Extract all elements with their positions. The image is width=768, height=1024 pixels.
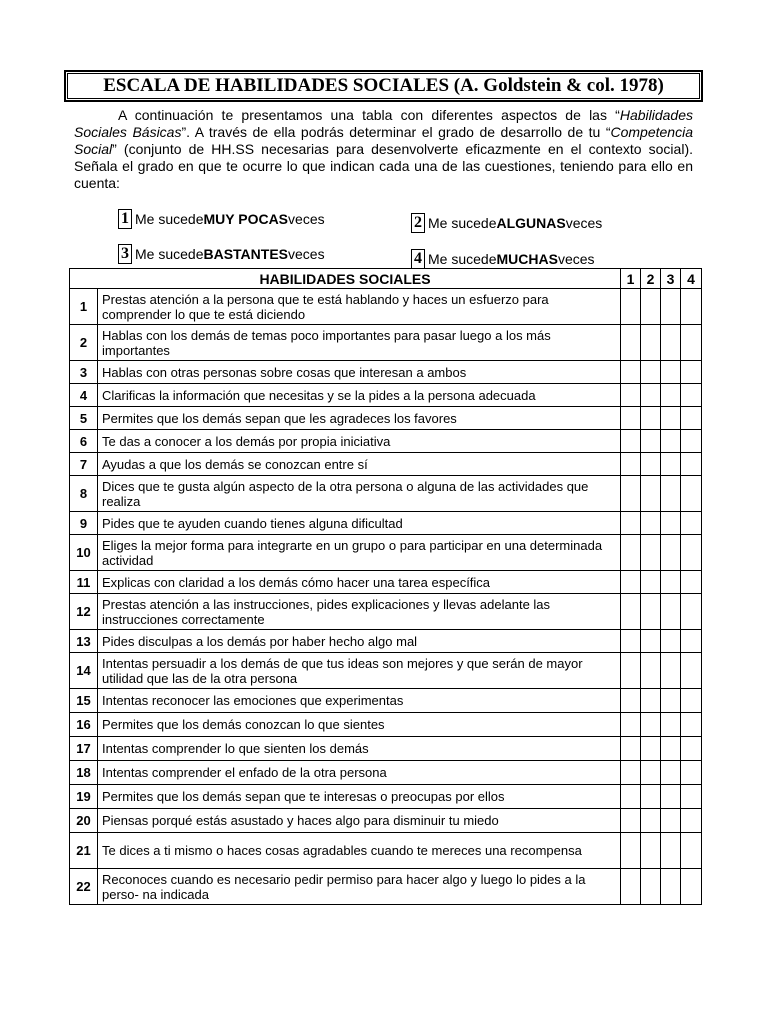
rating-cell-2[interactable] — [641, 325, 661, 361]
rating-cell-4[interactable] — [681, 361, 702, 384]
rating-cell-2[interactable] — [641, 384, 661, 407]
row-number: 9 — [70, 512, 98, 535]
skill-description: Clarificas la información que necesitas y se la pides a la persona adecuada — [98, 384, 621, 407]
column-header-3: 3 — [661, 269, 681, 289]
rating-cell-4[interactable] — [681, 453, 702, 476]
intro-paragraph — [74, 107, 693, 192]
rating-cell-4[interactable] — [681, 407, 702, 430]
skill-description: Permites que los demás sepan que les agradeces los favores — [98, 407, 621, 430]
rating-cell-1[interactable] — [621, 689, 641, 713]
rating-cell-4[interactable] — [681, 809, 702, 833]
skill-description: Eliges la mejor forma para integrarte en un grupo o para participar en una determinada actividad — [98, 535, 621, 571]
rating-cell-3[interactable] — [661, 689, 681, 713]
rating-cell-4[interactable] — [681, 535, 702, 571]
rating-cell-2[interactable] — [641, 653, 661, 689]
scale-number: 4 — [411, 249, 425, 269]
rating-cell-2[interactable] — [641, 785, 661, 809]
scale-text-post: veces — [565, 215, 603, 231]
table-row — [70, 809, 702, 833]
scale-text-bold: BASTANTES — [203, 246, 289, 262]
rating-cell-1[interactable] — [621, 571, 641, 594]
table-row — [70, 512, 702, 535]
scale-text-bold: MUCHAS — [496, 251, 558, 267]
rating-cell-4[interactable] — [681, 430, 702, 453]
rating-cell-3[interactable] — [661, 761, 681, 785]
skill-description: Permites que los demás conozcan lo que sientes — [98, 713, 621, 737]
rating-cell-1[interactable] — [621, 761, 641, 785]
scale-legend-3 — [118, 244, 325, 264]
table-row — [70, 571, 702, 594]
scale-text-pre: Me sucede — [135, 211, 204, 227]
row-number: 14 — [70, 653, 98, 689]
rating-cell-2[interactable] — [641, 453, 661, 476]
rating-cell-1[interactable] — [621, 869, 641, 905]
table-row — [70, 653, 702, 689]
rating-cell-2[interactable] — [641, 713, 661, 737]
scale-legend-4 — [411, 249, 595, 269]
row-number: 11 — [70, 571, 98, 594]
rating-cell-3[interactable] — [661, 785, 681, 809]
rating-cell-2[interactable] — [641, 512, 661, 535]
rating-cell-2[interactable] — [641, 594, 661, 630]
scale-number: 2 — [411, 213, 425, 233]
scale-number: 3 — [118, 244, 132, 264]
document-title-text: ESCALA DE HABILIDADES SOCIALES (A. Goldstein & col. 1978) — [103, 75, 664, 96]
rating-cell-1[interactable] — [621, 535, 641, 571]
table-row — [70, 737, 702, 761]
rating-cell-4[interactable] — [681, 737, 702, 761]
skill-description: Intentas comprender el enfado de la otra persona — [98, 761, 621, 785]
row-number: 20 — [70, 809, 98, 833]
row-number: 8 — [70, 476, 98, 512]
rating-cell-3[interactable] — [661, 325, 681, 361]
rating-cell-1[interactable] — [621, 476, 641, 512]
skill-description: Prestas atención a las instrucciones, pides explicaciones y llevas adelante las instrucciones correctamente — [98, 594, 621, 630]
table-row — [70, 535, 702, 571]
rating-cell-4[interactable] — [681, 630, 702, 653]
table-row — [70, 289, 702, 325]
rating-cell-4[interactable] — [681, 689, 702, 713]
rating-cell-2[interactable] — [641, 689, 661, 713]
rating-cell-1[interactable] — [621, 785, 641, 809]
table-body — [70, 289, 702, 905]
rating-cell-4[interactable] — [681, 384, 702, 407]
scale-text-bold: ALGUNAS — [496, 215, 566, 231]
skill-description: Hablas con los demás de temas poco importantes para pasar luego a los más importantes — [98, 325, 621, 361]
rating-cell-3[interactable] — [661, 430, 681, 453]
scale-text-post: veces — [288, 211, 325, 227]
rating-cell-2[interactable] — [641, 737, 661, 761]
rating-cell-2[interactable] — [641, 289, 661, 325]
rating-cell-2[interactable] — [641, 407, 661, 430]
rating-cell-3[interactable] — [661, 289, 681, 325]
rating-cell-2[interactable] — [641, 833, 661, 869]
rating-cell-2[interactable] — [641, 571, 661, 594]
rating-cell-2[interactable] — [641, 361, 661, 384]
skill-description: Prestas atención a la persona que te está hablando y haces un esfuerzo para comprender lo que te está diciendo — [98, 289, 621, 325]
row-number: 18 — [70, 761, 98, 785]
row-number: 2 — [70, 325, 98, 361]
rating-cell-4[interactable] — [681, 289, 702, 325]
rating-cell-4[interactable] — [681, 594, 702, 630]
skill-description: Hablas con otras personas sobre cosas que interesan a ambos — [98, 361, 621, 384]
row-number: 12 — [70, 594, 98, 630]
table-row — [70, 384, 702, 407]
table-row — [70, 361, 702, 384]
scale-text-bold: MUY POCAS — [203, 211, 289, 227]
intro-text-1: A continuación te presentamos una tabla con diferentes aspectos de las “ — [118, 107, 620, 123]
column-header-4: 4 — [681, 269, 702, 289]
skill-description: Intentas comprender lo que sienten los demás — [98, 737, 621, 761]
skill-description: Pides disculpas a los demás por haber hecho algo mal — [98, 630, 621, 653]
row-number: 17 — [70, 737, 98, 761]
rating-cell-3[interactable] — [661, 713, 681, 737]
intro-emphasis-1: Habilidades Sociales Básicas — [74, 107, 693, 140]
skill-description: Piensas porqué estás asustado y haces algo para disminuir tu miedo — [98, 809, 621, 833]
rating-cell-1[interactable] — [621, 594, 641, 630]
table-row — [70, 594, 702, 630]
rating-cell-3[interactable] — [661, 476, 681, 512]
intro-emphasis-2: Competencia Social — [74, 124, 693, 157]
rating-cell-2[interactable] — [641, 869, 661, 905]
rating-cell-2[interactable] — [641, 630, 661, 653]
rating-cell-3[interactable] — [661, 512, 681, 535]
rating-cell-4[interactable] — [681, 833, 702, 869]
rating-cell-1[interactable] — [621, 713, 641, 737]
skill-description: Pides que te ayuden cuando tienes alguna dificultad — [98, 512, 621, 535]
skill-description: Intentas reconocer las emociones que experimentas — [98, 689, 621, 713]
rating-cell-1[interactable] — [621, 653, 641, 689]
skill-description: Te das a conocer a los demás por propia iniciativa — [98, 430, 621, 453]
rating-cell-1[interactable] — [621, 453, 641, 476]
skill-description: Intentas persuadir a los demás de que tus ideas son mejores y que serán de mayor utilidad que las de la otra persona — [98, 653, 621, 689]
table-row — [70, 761, 702, 785]
intro-text-2: ”. A través de ella podrás determinar el grado de desarrollo de tu “ — [181, 124, 611, 140]
table-row — [70, 325, 702, 361]
skill-description: Explicas con claridad a los demás cómo hacer una tarea específica — [98, 571, 621, 594]
rating-cell-1[interactable] — [621, 430, 641, 453]
skill-description: Ayudas a que los demás se conozcan entre sí — [98, 453, 621, 476]
rating-cell-4[interactable] — [681, 713, 702, 737]
rating-cell-3[interactable] — [661, 630, 681, 653]
rating-cell-3[interactable] — [661, 869, 681, 905]
row-number: 22 — [70, 869, 98, 905]
table-row — [70, 689, 702, 713]
rating-cell-4[interactable] — [681, 653, 702, 689]
rating-cell-4[interactable] — [681, 325, 702, 361]
rating-cell-2[interactable] — [641, 430, 661, 453]
rating-cell-3[interactable] — [661, 571, 681, 594]
rating-cell-1[interactable] — [621, 630, 641, 653]
rating-cell-4[interactable] — [681, 476, 702, 512]
rating-cell-3[interactable] — [661, 737, 681, 761]
rating-cell-1[interactable] — [621, 407, 641, 430]
rating-cell-1[interactable] — [621, 833, 641, 869]
row-number: 10 — [70, 535, 98, 571]
table-row — [70, 833, 702, 869]
row-number: 21 — [70, 833, 98, 869]
row-number: 1 — [70, 289, 98, 325]
rating-cell-1[interactable] — [621, 809, 641, 833]
skill-description: Reconoces cuando es necesario pedir permiso para hacer algo y luego lo pides a la perso- na indicada — [98, 869, 621, 905]
skill-description: Dices que te gusta algún aspecto de la otra persona o alguna de las actividades que realiza — [98, 476, 621, 512]
rating-cell-3[interactable] — [661, 453, 681, 476]
table-row — [70, 453, 702, 476]
social-skills-table — [69, 268, 702, 905]
rating-cell-2[interactable] — [641, 761, 661, 785]
intro-text-3: ” (conjunto de HH.SS necesarias para desenvolverte eficazmente en el contexto social). Señala el grado en que te ocurre lo que indican cada una de las cuestiones, teniendo para ello en cuenta: — [74, 141, 693, 191]
row-number: 6 — [70, 430, 98, 453]
rating-cell-3[interactable] — [661, 535, 681, 571]
table-row — [70, 713, 702, 737]
row-number: 7 — [70, 453, 98, 476]
rating-cell-1[interactable] — [621, 289, 641, 325]
scale-legend-1 — [118, 209, 325, 229]
rating-cell-3[interactable] — [661, 384, 681, 407]
rating-cell-1[interactable] — [621, 512, 641, 535]
table-header-row — [70, 269, 702, 289]
scale-number: 1 — [118, 209, 132, 229]
rating-cell-2[interactable] — [641, 476, 661, 512]
skill-description: Te dices a ti mismo o haces cosas agradables cuando te mereces una recompensa — [98, 833, 621, 869]
row-number: 5 — [70, 407, 98, 430]
rating-cell-3[interactable] — [661, 361, 681, 384]
scale-text-post: veces — [557, 251, 595, 267]
rating-cell-4[interactable] — [681, 761, 702, 785]
row-number: 4 — [70, 384, 98, 407]
table-row — [70, 476, 702, 512]
rating-cell-4[interactable] — [681, 869, 702, 905]
table-row — [70, 785, 702, 809]
table-row — [70, 869, 702, 905]
document-title — [64, 70, 703, 102]
rating-cell-3[interactable] — [661, 594, 681, 630]
scale-text-pre: Me sucede — [428, 251, 497, 267]
table-row — [70, 430, 702, 453]
row-number: 13 — [70, 630, 98, 653]
row-number: 3 — [70, 361, 98, 384]
row-number: 15 — [70, 689, 98, 713]
rating-cell-4[interactable] — [681, 512, 702, 535]
rating-cell-2[interactable] — [641, 535, 661, 571]
column-header-1: 1 — [621, 269, 641, 289]
rating-cell-2[interactable] — [641, 809, 661, 833]
rating-cell-1[interactable] — [621, 361, 641, 384]
rating-cell-3[interactable] — [661, 809, 681, 833]
row-number: 19 — [70, 785, 98, 809]
table-row — [70, 407, 702, 430]
scale-text-pre: Me sucede — [135, 246, 204, 262]
rating-cell-4[interactable] — [681, 785, 702, 809]
scale-text-post: veces — [288, 246, 325, 262]
rating-cell-3[interactable] — [661, 833, 681, 869]
table-header-title: HABILIDADES SOCIALES — [70, 269, 621, 289]
rating-cell-1[interactable] — [621, 325, 641, 361]
skill-description: Permites que los demás sepan que te interesas o preocupas por ellos — [98, 785, 621, 809]
scale-legend-2 — [411, 213, 602, 233]
scale-text-pre: Me sucede — [428, 215, 497, 231]
rating-cell-3[interactable] — [661, 653, 681, 689]
row-number: 16 — [70, 713, 98, 737]
rating-cell-1[interactable] — [621, 737, 641, 761]
column-header-2: 2 — [641, 269, 661, 289]
table-row — [70, 630, 702, 653]
rating-cell-3[interactable] — [661, 407, 681, 430]
rating-cell-1[interactable] — [621, 384, 641, 407]
rating-cell-4[interactable] — [681, 571, 702, 594]
